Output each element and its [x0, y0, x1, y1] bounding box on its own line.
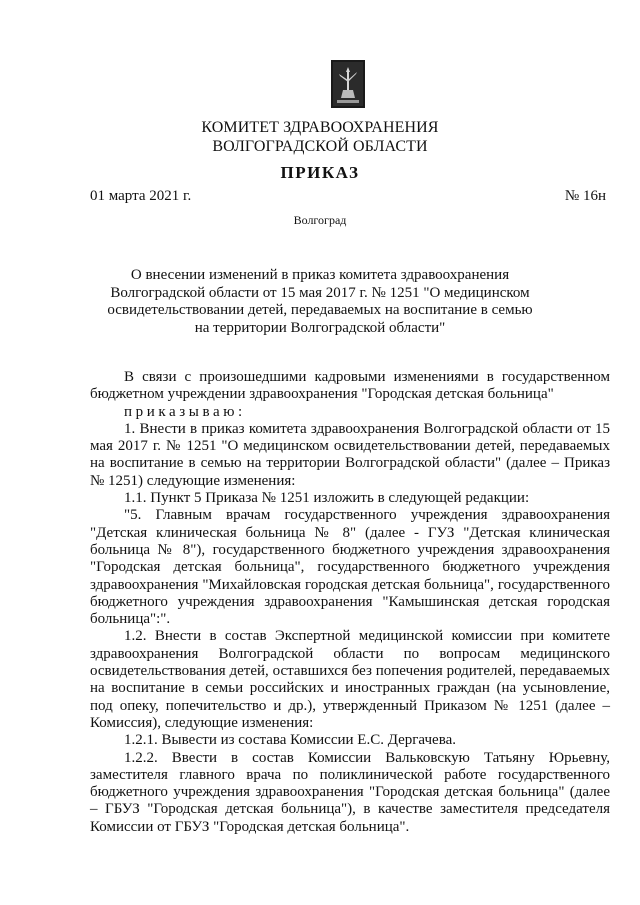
organization-name — [0, 118, 640, 156]
subject-line-3: освидетельствовании детей, передаваемых на воспитание в семью — [107, 302, 533, 318]
paragraph-item-5-text: "5. Главным врачам государственного учреждения здравоохранения "Детская клиническая больница № 8" (далее - ГУЗ "Детская клиническая больница № 8"), государственного бюджетного учреждения здравоохранения "Городская детская больница", государственного бюджетного учреждения здравоохранения "Михайловская городская детская больница", государственного бюджетного учреждения здравоохранения "Камышинская детская городская больница":". — [90, 507, 610, 628]
subject-line-1: О внесении изменений в приказ комитета здравоохранения — [130, 267, 510, 283]
document-body — [90, 369, 610, 836]
paragraph-item-1: 1. Внести в приказ комитета здравоохранения Волгоградской области от 15 мая 2017 г. № 1251 "О медицинском освидетельствовании детей, передаваемых на воспитание в семью на территории Волгоградской области" (далее – Приказ № 1251) следующие изменения: — [90, 420, 610, 489]
document-number: № 16н — [564, 188, 606, 204]
subject-line-4: на территории Волгоградской области" — [194, 319, 446, 336]
document-subject — [0, 267, 640, 337]
volgograd-coat-of-arms-icon — [331, 60, 365, 108]
document-type: ПРИКАЗ — [280, 163, 360, 182]
organization-line-2: ВОЛГОГРАДСКОЙ ОБЛАСТИ — [212, 138, 428, 155]
paragraph-item-1-2-2: 1.2.2. Ввести в состав Комиссии Вальковскую Татьяну Юрьевну, заместителя главного врача по поликлинической работе государственного бюджетного учреждения здравоохранения "Городская детская больница" (далее – ГБУЗ "Городская детская больница"), в качестве заместителя председателя Комиссии от ГБУЗ "Городская детская больница". — [90, 749, 610, 835]
document-city: Волгоград — [293, 213, 347, 227]
paragraph-item-1-2: 1.2. Внести в состав Экспертной медицинской комиссии при комитете здравоохранения Волгоградской области по вопросам медицинского освидетельствования детей, оставшихся без попечения родителей, передаваемых на воспитание в семьи российских и иностранных граждан (на усыновление, под опеку, попечительство и др.), утвержденный Приказом № 1251 (далее – Комиссия), следующие изменения: — [90, 628, 610, 731]
paragraph-order-word: приказываю: — [124, 403, 246, 420]
paragraph-item-1-2-1: 1.2.1. Вывести из состава Комиссии Е.С. Дергачева. — [124, 732, 456, 749]
organization-line-1: КОМИТЕТ ЗДРАВООХРАНЕНИЯ — [201, 119, 439, 136]
paragraph-item-1-1: 1.1. Пункт 5 Приказа № 1251 изложить в следующей редакции: — [124, 490, 530, 507]
subject-line-2: Волгоградской области от 15 мая 2017 г. № 1251 "О медицинском — [110, 284, 530, 301]
document-date: 01 марта 2021 г. — [90, 188, 192, 204]
paragraph-preamble: В связи с произошедшими кадровыми изменениями в государственном бюджетном учреждении здравоохранения "Городская детская больница" — [90, 369, 610, 403]
